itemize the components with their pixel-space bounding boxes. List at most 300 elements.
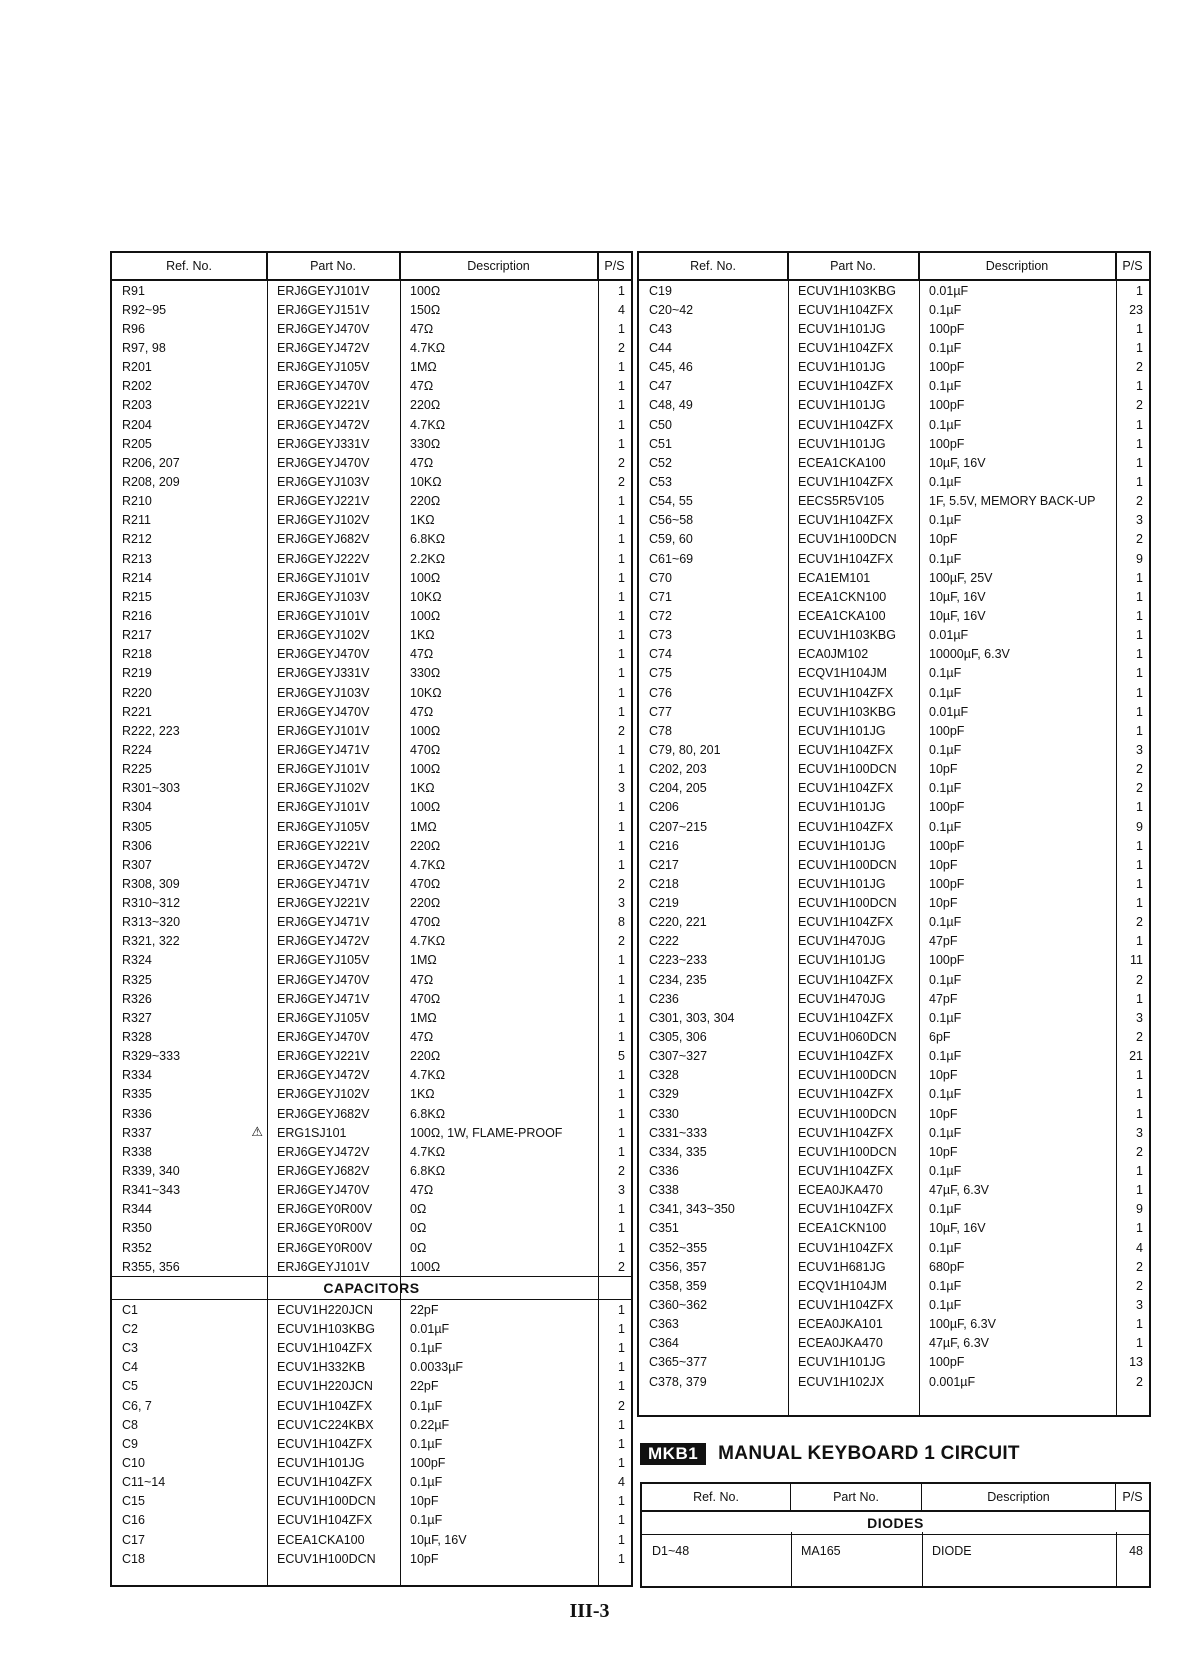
cell-description: 0.1µF bbox=[929, 742, 962, 757]
cell-part-no: ERJ6GEYJ472V bbox=[277, 1068, 370, 1083]
table-row bbox=[112, 855, 631, 874]
header-ps: P/S bbox=[1122, 1490, 1143, 1504]
cell-ps: 2 bbox=[1136, 532, 1143, 547]
table-row bbox=[112, 683, 631, 702]
header-part-no: Part No. bbox=[267, 253, 400, 279]
table-row bbox=[112, 1257, 631, 1276]
cell-ref-no: C365~377 bbox=[649, 1355, 708, 1370]
table-row bbox=[112, 1027, 631, 1046]
table-row bbox=[639, 1123, 1149, 1142]
cell-description: 10µF, 16V bbox=[410, 1532, 467, 1547]
cell-ps: 1 bbox=[618, 953, 625, 968]
table-row bbox=[112, 1377, 631, 1396]
table-row bbox=[112, 1473, 631, 1492]
cell-ps: 1 bbox=[618, 360, 625, 375]
cell-ps: 1 bbox=[618, 1494, 625, 1509]
cell-ps: 2 bbox=[1136, 781, 1143, 796]
cell-ref-no: C356, 357 bbox=[649, 1259, 707, 1274]
cell-description: 0.1µF bbox=[410, 1436, 443, 1451]
cell-ps: 1 bbox=[618, 991, 625, 1006]
cell-part-no: ERJ6GEYJ103V bbox=[277, 474, 370, 489]
cell-ps: 11 bbox=[1130, 953, 1143, 968]
cell-description: 100µF, 25V bbox=[929, 570, 993, 585]
cell-description: 4.7KΩ bbox=[410, 340, 446, 355]
table-row bbox=[639, 1200, 1149, 1219]
table-row bbox=[112, 1339, 631, 1358]
cell-ps: 1 bbox=[1136, 1106, 1143, 1121]
diode-rows bbox=[642, 1535, 1149, 1560]
table-row bbox=[639, 1295, 1149, 1314]
table-row bbox=[112, 396, 631, 415]
cell-ps: 1 bbox=[618, 1551, 625, 1566]
header-description: Description bbox=[919, 253, 1116, 279]
cell-description: 0.1µF bbox=[929, 1278, 962, 1293]
cell-description: 47Ω bbox=[410, 704, 434, 719]
cell-description: 680pF bbox=[929, 1259, 965, 1274]
cell-description: 0.1µF bbox=[929, 513, 962, 528]
cell-description: 220Ω bbox=[410, 398, 441, 413]
cell-part-no: ECUV1H681JG bbox=[798, 1259, 886, 1274]
table-row bbox=[112, 1066, 631, 1085]
cell-ref-no: C75 bbox=[649, 666, 672, 681]
cell-ps: 1 bbox=[1136, 991, 1143, 1006]
cell-ref-no: C202, 203 bbox=[649, 762, 707, 777]
cell-ref-no: R301~303 bbox=[122, 781, 181, 796]
cell-ref-no: R310~312 bbox=[122, 896, 181, 911]
cell-description: 0.01µF bbox=[929, 704, 969, 719]
table-row bbox=[639, 702, 1149, 721]
cell-part-no: ECUV1H104ZFX bbox=[798, 379, 894, 394]
cell-ps: 1 bbox=[1136, 570, 1143, 585]
cell-description: 0.1µF bbox=[929, 666, 962, 681]
cell-description: 0.1µF bbox=[410, 1475, 443, 1490]
cell-ref-no: R222, 223 bbox=[122, 723, 180, 738]
table-row bbox=[639, 377, 1149, 396]
table-row bbox=[112, 377, 631, 396]
cell-ref-no: C61~69 bbox=[649, 551, 694, 566]
table-row bbox=[639, 913, 1149, 932]
cell-description: 47µF, 6.3V bbox=[929, 1183, 990, 1198]
cell-ref-no: R91 bbox=[122, 283, 145, 298]
cell-ref-no: C9 bbox=[122, 1436, 138, 1451]
cell-description: 0.1µF bbox=[929, 302, 962, 317]
table-row bbox=[639, 1276, 1149, 1295]
cell-description: 100pF bbox=[929, 360, 965, 375]
cell-ref-no: C70 bbox=[649, 570, 672, 585]
cell-part-no: ECUV1H104ZFX bbox=[798, 1010, 894, 1025]
cell-part-no: ECUV1H104ZFX bbox=[798, 474, 894, 489]
cell-description: 0Ω bbox=[410, 1240, 427, 1255]
table-row bbox=[639, 989, 1149, 1008]
cell-description: 4.7KΩ bbox=[410, 934, 446, 949]
table-row bbox=[112, 951, 631, 970]
cell-ref-no: C351 bbox=[649, 1221, 679, 1236]
cell-description: 0.1µF bbox=[929, 1010, 962, 1025]
cell-ref-no: R214 bbox=[122, 570, 152, 585]
cell-part-no: ECUV1H104ZFX bbox=[277, 1513, 373, 1528]
cell-ps: 1 bbox=[618, 321, 625, 336]
cell-description: 0.1µF bbox=[929, 417, 962, 432]
cell-part-no: ECEA1CKN100 bbox=[798, 589, 887, 604]
table-row bbox=[639, 626, 1149, 645]
cell-ps: 3 bbox=[618, 896, 625, 911]
table-row bbox=[112, 415, 631, 434]
table-row bbox=[639, 779, 1149, 798]
cell-part-no: ERJ6GEYJ331V bbox=[277, 666, 370, 681]
cell-part-no: ECUV1H104ZFX bbox=[798, 1125, 894, 1140]
cell-part-no: ECUV1H100DCN bbox=[798, 762, 897, 777]
cell-part-no: ECUV1H100DCN bbox=[277, 1494, 376, 1509]
cell-part-no: ERJ6GEY0R00V bbox=[277, 1221, 373, 1236]
cell-part-no: ERJ6GEYJ472V bbox=[277, 1144, 370, 1159]
cell-ref-no: R338 bbox=[122, 1144, 152, 1159]
cell-description: 0.1µF bbox=[929, 819, 962, 834]
cell-ps: 1 bbox=[618, 1379, 625, 1394]
cell-part-no: ERJ6GEYJ471V bbox=[277, 876, 370, 891]
cell-ps: 1 bbox=[618, 666, 625, 681]
cell-part-no: ERJ6GEYJ102V bbox=[277, 628, 370, 643]
table-row bbox=[639, 281, 1149, 300]
cell-ref-no: C43 bbox=[649, 321, 672, 336]
table-row bbox=[112, 1200, 631, 1219]
table-row bbox=[639, 1238, 1149, 1257]
cell-ref-no: R205 bbox=[122, 436, 152, 451]
cell-ref-no: C59, 60 bbox=[649, 532, 693, 547]
cell-description: 10pF bbox=[929, 1144, 958, 1159]
cell-ref-no: R339, 340 bbox=[122, 1164, 180, 1179]
cell-description: 0.22µF bbox=[410, 1417, 450, 1432]
cell-ps: 1 bbox=[618, 589, 625, 604]
cell-ref-no: C78 bbox=[649, 723, 672, 738]
cell-description: 220Ω bbox=[410, 494, 441, 509]
cell-description: 100pF bbox=[929, 1355, 965, 1370]
cell-description: 10µF, 16V bbox=[929, 589, 986, 604]
cell-ps: 1 bbox=[618, 1068, 625, 1083]
cell-description: 100pF bbox=[929, 398, 965, 413]
cell-ps: 1 bbox=[618, 762, 625, 777]
cell-description: 10pF bbox=[929, 1106, 958, 1121]
cell-part-no: ERJ6GEYJ101V bbox=[277, 608, 370, 623]
cell-ps: 2 bbox=[1136, 1278, 1143, 1293]
table-row bbox=[112, 1358, 631, 1377]
cell-part-no: ERJ6GEYJ105V bbox=[277, 819, 370, 834]
table-row bbox=[639, 1372, 1149, 1391]
cell-part-no: ERJ6GEY0R00V bbox=[277, 1240, 373, 1255]
cell-part-no: ERJ6GEYJ221V bbox=[277, 398, 370, 413]
cell-ps: 1 bbox=[618, 417, 625, 432]
cell-ps: 2 bbox=[1136, 398, 1143, 413]
cell-ref-no: C206 bbox=[649, 800, 679, 815]
cell-description: 0.1µF bbox=[929, 1049, 962, 1064]
cell-part-no: ERJ6GEYJ101V bbox=[277, 1259, 370, 1274]
cell-description: 10µF, 16V bbox=[929, 608, 986, 623]
table-row bbox=[112, 1396, 631, 1415]
cell-ref-no: R216 bbox=[122, 608, 152, 623]
cell-ps: 1 bbox=[1136, 321, 1143, 336]
cell-ps: 3 bbox=[1136, 513, 1143, 528]
cell-ref-no: C50 bbox=[649, 417, 672, 432]
cell-description: 0.1µF bbox=[929, 1298, 962, 1313]
table-row bbox=[639, 1008, 1149, 1027]
cell-ps: 1 bbox=[1136, 455, 1143, 470]
cell-description: 47Ω bbox=[410, 1030, 434, 1045]
cell-description: 0.1µF bbox=[929, 685, 962, 700]
cell-part-no: ERJ6GEYJ472V bbox=[277, 934, 370, 949]
cell-part-no: ECUV1H104ZFX bbox=[277, 1398, 373, 1413]
cell-ps: 1 bbox=[618, 819, 625, 834]
cell-part-no: ERJ6GEYJ471V bbox=[277, 915, 370, 930]
table-row bbox=[112, 1085, 631, 1104]
cell-description: 100µF, 6.3V bbox=[929, 1317, 996, 1332]
cell-part-no: ECUV1H104ZFX bbox=[798, 513, 894, 528]
cell-ref-no: C217 bbox=[649, 857, 679, 872]
cell-ref-no: R201 bbox=[122, 360, 152, 375]
cell-part-no: ECUV1H470JG bbox=[798, 991, 886, 1006]
cell-ref-no: R352 bbox=[122, 1240, 152, 1255]
cell-ref-no: R224 bbox=[122, 742, 152, 757]
cell-ps: 1 bbox=[618, 1513, 625, 1528]
table-row bbox=[642, 1541, 1149, 1560]
right-table-header bbox=[639, 253, 1149, 281]
cell-description: 4.7KΩ bbox=[410, 1144, 446, 1159]
cell-part-no: ECUV1H104ZFX bbox=[798, 1049, 894, 1064]
table-row bbox=[639, 760, 1149, 779]
cell-ref-no: R206, 207 bbox=[122, 455, 180, 470]
cell-ps: 1 bbox=[618, 1144, 625, 1159]
cell-part-no: ERJ6GEYJ470V bbox=[277, 379, 370, 394]
cell-ref-no: C74 bbox=[649, 647, 672, 662]
table-row bbox=[639, 1219, 1149, 1238]
cell-part-no: ECUV1H101JG bbox=[798, 800, 886, 815]
table-row bbox=[639, 1257, 1149, 1276]
table-row bbox=[112, 1453, 631, 1472]
table-row bbox=[639, 492, 1149, 511]
cell-ps: 1 bbox=[618, 838, 625, 853]
cell-part-no: ERJ6GEYJ221V bbox=[277, 838, 370, 853]
cell-ref-no: C218 bbox=[649, 876, 679, 891]
cell-description: 0.1µF bbox=[929, 474, 962, 489]
cell-ps: 3 bbox=[1136, 1298, 1143, 1313]
cell-part-no: ECUV1H103KBG bbox=[277, 1322, 375, 1337]
cell-description: 150Ω bbox=[410, 302, 441, 317]
cell-ps: 1 bbox=[1136, 436, 1143, 451]
cell-ps: 48 bbox=[1129, 1543, 1143, 1558]
cell-part-no: ECUV1H104ZFX bbox=[798, 1202, 894, 1217]
cell-ref-no: C56~58 bbox=[649, 513, 694, 528]
cell-ps: 2 bbox=[618, 340, 625, 355]
cell-part-no: ERJ6GEY0R00V bbox=[277, 1202, 373, 1217]
cell-ref-no: C51 bbox=[649, 436, 672, 451]
cell-ps: 1 bbox=[1136, 1087, 1143, 1102]
cell-ref-no: C216 bbox=[649, 838, 679, 853]
cell-part-no: ECUV1H220JCN bbox=[277, 1302, 373, 1317]
cell-description: 1F, 5.5V, MEMORY BACK-UP bbox=[929, 494, 1096, 509]
table-row bbox=[639, 549, 1149, 568]
cell-ref-no: R210 bbox=[122, 494, 152, 509]
table-row bbox=[112, 1047, 631, 1066]
cell-description: 10KΩ bbox=[410, 589, 442, 604]
cell-description: 47pF bbox=[929, 991, 958, 1006]
table-row bbox=[112, 1530, 631, 1549]
table-row bbox=[639, 1104, 1149, 1123]
cell-ps: 1 bbox=[1136, 685, 1143, 700]
cell-ref-no: C305, 306 bbox=[649, 1030, 707, 1045]
cell-part-no: ERJ6GEYJ470V bbox=[277, 704, 370, 719]
cell-part-no: ERJ6GEYJ221V bbox=[277, 494, 370, 509]
table-row bbox=[639, 951, 1149, 970]
cell-description: 10pF bbox=[929, 1068, 958, 1083]
cell-ref-no: C15 bbox=[122, 1494, 145, 1509]
table-row bbox=[112, 894, 631, 913]
cell-part-no: ECUV1H104ZFX bbox=[798, 1298, 894, 1313]
cell-part-no: ECEA0JKA101 bbox=[798, 1317, 883, 1332]
cell-ps: 1 bbox=[618, 1360, 625, 1375]
cell-ref-no: R220 bbox=[122, 685, 152, 700]
cell-ps: 1 bbox=[618, 1030, 625, 1045]
cell-ref-no: C334, 335 bbox=[649, 1144, 707, 1159]
cell-ps: 1 bbox=[618, 1341, 625, 1356]
cell-ref-no: R208, 209 bbox=[122, 474, 180, 489]
cell-ref-no: C53 bbox=[649, 474, 672, 489]
circuit-badge: MKB1 bbox=[640, 1443, 706, 1465]
cell-ref-no: C79, 80, 201 bbox=[649, 742, 721, 757]
left-parts-table bbox=[110, 251, 633, 1587]
table-row bbox=[639, 836, 1149, 855]
cell-part-no: ECUV1H104ZFX bbox=[798, 819, 894, 834]
cell-description: 47Ω bbox=[410, 972, 434, 987]
table-row bbox=[639, 1066, 1149, 1085]
table-row bbox=[112, 817, 631, 836]
table-row bbox=[112, 664, 631, 683]
cell-part-no: ECUV1H104ZFX bbox=[277, 1475, 373, 1490]
table-row bbox=[112, 1511, 631, 1530]
cell-description: 470Ω bbox=[410, 915, 441, 930]
capacitor-rows-left bbox=[112, 1300, 631, 1568]
cell-ps: 1 bbox=[1136, 876, 1143, 891]
cell-ps: 2 bbox=[1136, 762, 1143, 777]
cell-ref-no: R306 bbox=[122, 838, 152, 853]
cell-description: 0.001µF bbox=[929, 1374, 976, 1389]
table-row bbox=[112, 1238, 631, 1257]
cell-ps: 1 bbox=[1136, 896, 1143, 911]
cell-part-no: ERJ6GEYJ101V bbox=[277, 723, 370, 738]
cell-part-no: ECUV1H104ZFX bbox=[277, 1436, 373, 1451]
table-row bbox=[112, 1549, 631, 1568]
cell-description: 100pF bbox=[929, 723, 965, 738]
cell-ref-no: R337 bbox=[122, 1125, 152, 1140]
cell-part-no: ERJ6GEYJ470V bbox=[277, 1183, 370, 1198]
cell-description: 100pF bbox=[410, 1456, 446, 1470]
cell-description: 2.2KΩ bbox=[410, 551, 446, 566]
cell-ref-no: C222 bbox=[649, 934, 679, 949]
table-row bbox=[112, 1008, 631, 1027]
cell-description: 0.0033µF bbox=[410, 1360, 464, 1375]
cell-description: 10pF bbox=[410, 1494, 439, 1509]
cell-ps: 23 bbox=[1129, 302, 1143, 317]
cell-part-no: ERJ6GEYJ682V bbox=[277, 532, 370, 547]
cell-description: 4.7KΩ bbox=[410, 857, 446, 872]
cell-ps: 1 bbox=[618, 704, 625, 719]
cell-ps: 1 bbox=[618, 1302, 625, 1317]
diodes-table bbox=[640, 1482, 1151, 1588]
cell-ps: 2 bbox=[1136, 915, 1143, 930]
table-row bbox=[112, 568, 631, 587]
cell-ps: 4 bbox=[618, 302, 625, 317]
cell-ps: 1 bbox=[618, 1322, 625, 1337]
capacitor-rows-right bbox=[639, 281, 1149, 1391]
cell-part-no: ECUV1H101JG bbox=[277, 1456, 365, 1470]
cell-ps: 1 bbox=[618, 647, 625, 662]
cell-part-no: ECUV1H104ZFX bbox=[798, 551, 894, 566]
cell-part-no: ECA0JM102 bbox=[798, 647, 869, 662]
table-row bbox=[112, 836, 631, 855]
table-row bbox=[112, 1434, 631, 1453]
cell-ref-no: R350 bbox=[122, 1221, 152, 1236]
table-row bbox=[112, 1415, 631, 1434]
cell-ref-no: R92~95 bbox=[122, 302, 167, 317]
table-row bbox=[639, 358, 1149, 377]
cell-part-no: ECUV1H104ZFX bbox=[798, 742, 894, 757]
cell-part-no: ECUV1H104ZFX bbox=[798, 417, 894, 432]
cell-ref-no: C220, 221 bbox=[649, 915, 707, 930]
cell-description: 0.01µF bbox=[410, 1322, 450, 1337]
cell-ref-no: R336 bbox=[122, 1106, 152, 1121]
cell-description: 0.1µF bbox=[929, 915, 962, 930]
table-row bbox=[639, 415, 1149, 434]
circuit-title: MANUAL KEYBOARD 1 CIRCUIT bbox=[718, 1443, 1020, 1464]
cell-description: 0.1µF bbox=[410, 1341, 443, 1356]
table-row bbox=[639, 1334, 1149, 1353]
cell-ps: 4 bbox=[1136, 1240, 1143, 1255]
cell-ps: 1 bbox=[618, 513, 625, 528]
cell-ps: 1 bbox=[1136, 647, 1143, 662]
cell-part-no: ECUV1H100DCN bbox=[798, 857, 897, 872]
cell-ref-no: C77 bbox=[649, 704, 672, 719]
cell-description: 47Ω bbox=[410, 455, 434, 470]
cell-ref-no: C336 bbox=[649, 1164, 679, 1179]
cell-ps: 1 bbox=[618, 1106, 625, 1121]
cell-part-no: ECUV1H104ZFX bbox=[798, 781, 894, 796]
cell-description: 0.1µF bbox=[929, 551, 962, 566]
table-row bbox=[112, 932, 631, 951]
cell-ref-no: C18 bbox=[122, 1551, 145, 1566]
cell-ps: 2 bbox=[1136, 1259, 1143, 1274]
table-row bbox=[639, 740, 1149, 759]
cell-description: 10KΩ bbox=[410, 474, 442, 489]
cell-ref-no: R327 bbox=[122, 1010, 152, 1025]
cell-ref-no: C307~327 bbox=[649, 1049, 708, 1064]
cell-ps: 1 bbox=[1136, 1068, 1143, 1083]
cell-description: 6.8KΩ bbox=[410, 1106, 446, 1121]
cell-ps: 2 bbox=[1136, 1030, 1143, 1045]
cell-description: 100Ω bbox=[410, 762, 441, 777]
table-row bbox=[112, 358, 631, 377]
cell-description: 1KΩ bbox=[410, 781, 435, 796]
cell-description: 100Ω bbox=[410, 1259, 441, 1274]
table-row bbox=[112, 492, 631, 511]
cell-ps: 1 bbox=[618, 494, 625, 509]
cell-description: 10000µF, 6.3V bbox=[929, 647, 1010, 662]
cell-ref-no: C364 bbox=[649, 1336, 679, 1351]
header-part-no: Part No. bbox=[791, 1484, 922, 1510]
table-row bbox=[639, 300, 1149, 319]
cell-part-no: ERJ6GEYJ105V bbox=[277, 360, 370, 375]
cell-ref-no: R96 bbox=[122, 321, 145, 336]
cell-ref-no: C10 bbox=[122, 1456, 145, 1470]
cell-ref-no: C71 bbox=[649, 589, 672, 604]
cell-description: 0.1µF bbox=[929, 379, 962, 394]
table-row bbox=[112, 721, 631, 740]
